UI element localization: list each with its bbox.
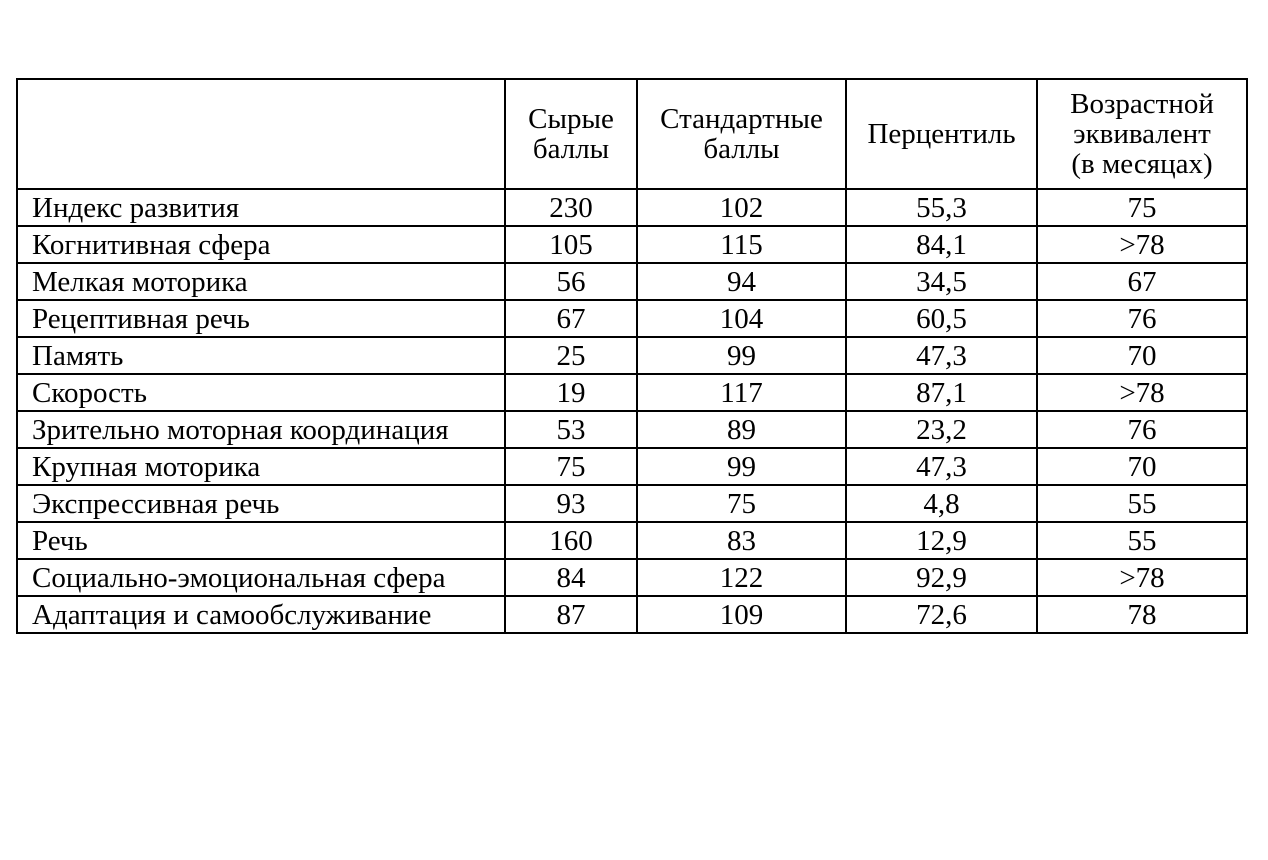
header-standard-scores — [637, 79, 846, 189]
raw-score-cell: 84 — [505, 559, 637, 596]
standard-score-cell: 99 — [637, 448, 846, 485]
age-equivalent-cell: 67 — [1037, 263, 1247, 300]
table-body — [17, 189, 1247, 633]
row-label: Мелкая моторика — [17, 263, 505, 300]
raw-score-cell: 160 — [505, 522, 637, 559]
row-label: Социально-эмоциональная сфера — [17, 559, 505, 596]
percentile-cell: 47,3 — [846, 448, 1037, 485]
percentile-cell: 34,5 — [846, 263, 1037, 300]
percentile-cell: 92,9 — [846, 559, 1037, 596]
age-equivalent-cell: 55 — [1037, 485, 1247, 522]
raw-score-cell: 19 — [505, 374, 637, 411]
table-row — [17, 189, 1247, 226]
table-row — [17, 485, 1247, 522]
raw-score-cell: 93 — [505, 485, 637, 522]
standard-score-cell: 115 — [637, 226, 846, 263]
header-percentile-line-1: Перцентиль — [867, 118, 1016, 150]
standard-score-cell: 75 — [637, 485, 846, 522]
header-raw-line-1: Сырые — [528, 103, 614, 135]
header-label-cell — [17, 79, 505, 189]
row-label: Зрительно моторная координация — [17, 411, 505, 448]
header-row — [17, 79, 1247, 189]
row-label: Экспрессивная речь — [17, 485, 505, 522]
standard-score-cell: 109 — [637, 596, 846, 633]
header-age-line-1: Возрастной — [1070, 88, 1214, 120]
age-equivalent-cell: >78 — [1037, 374, 1247, 411]
header-age-line-3: (в месяцах) — [1071, 148, 1213, 180]
table-row — [17, 226, 1247, 263]
table-row — [17, 337, 1247, 374]
table-row — [17, 263, 1247, 300]
table-row — [17, 300, 1247, 337]
row-label: Когнитивная сфера — [17, 226, 505, 263]
age-equivalent-cell: 76 — [1037, 411, 1247, 448]
percentile-cell: 12,9 — [846, 522, 1037, 559]
table-row — [17, 411, 1247, 448]
percentile-cell: 23,2 — [846, 411, 1037, 448]
standard-score-cell: 102 — [637, 189, 846, 226]
age-equivalent-cell: 70 — [1037, 337, 1247, 374]
percentile-cell: 87,1 — [846, 374, 1037, 411]
age-equivalent-cell: 55 — [1037, 522, 1247, 559]
table-row — [17, 448, 1247, 485]
standard-score-cell: 104 — [637, 300, 846, 337]
percentile-cell: 4,8 — [846, 485, 1037, 522]
row-label: Рецептивная речь — [17, 300, 505, 337]
raw-score-cell: 53 — [505, 411, 637, 448]
age-equivalent-cell: 75 — [1037, 189, 1247, 226]
header-age-equivalent — [1037, 79, 1247, 189]
raw-score-cell: 25 — [505, 337, 637, 374]
header-raw-scores — [505, 79, 637, 189]
percentile-cell: 55,3 — [846, 189, 1037, 226]
table-row — [17, 596, 1247, 633]
percentile-cell: 72,6 — [846, 596, 1037, 633]
row-label: Адаптация и самообслуживание — [17, 596, 505, 633]
percentile-cell: 84,1 — [846, 226, 1037, 263]
standard-score-cell: 122 — [637, 559, 846, 596]
row-label: Крупная моторика — [17, 448, 505, 485]
header-percentile — [846, 79, 1037, 189]
raw-score-cell: 230 — [505, 189, 637, 226]
raw-score-cell: 105 — [505, 226, 637, 263]
scores-table — [16, 78, 1248, 634]
standard-score-cell: 117 — [637, 374, 846, 411]
table-header — [17, 79, 1247, 189]
row-label: Скорость — [17, 374, 505, 411]
table-row — [17, 559, 1247, 596]
row-label: Речь — [17, 522, 505, 559]
age-equivalent-cell: >78 — [1037, 226, 1247, 263]
row-label: Индекс развития — [17, 189, 505, 226]
standard-score-cell: 99 — [637, 337, 846, 374]
table-row — [17, 374, 1247, 411]
age-equivalent-cell: 70 — [1037, 448, 1247, 485]
header-age-line-2: эквивалент — [1073, 118, 1211, 150]
raw-score-cell: 75 — [505, 448, 637, 485]
header-raw-line-2: баллы — [532, 133, 610, 165]
raw-score-cell: 56 — [505, 263, 637, 300]
raw-score-cell: 67 — [505, 300, 637, 337]
standard-score-cell: 89 — [637, 411, 846, 448]
row-label: Память — [17, 337, 505, 374]
age-equivalent-cell: 78 — [1037, 596, 1247, 633]
raw-score-cell: 87 — [505, 596, 637, 633]
percentile-cell: 47,3 — [846, 337, 1037, 374]
standard-score-cell: 83 — [637, 522, 846, 559]
standard-score-cell: 94 — [637, 263, 846, 300]
header-standard-line-1: Стандартные — [660, 103, 823, 135]
age-equivalent-cell: >78 — [1037, 559, 1247, 596]
header-standard-line-2: баллы — [703, 133, 780, 165]
age-equivalent-cell: 76 — [1037, 300, 1247, 337]
table-row — [17, 522, 1247, 559]
percentile-cell: 60,5 — [846, 300, 1037, 337]
